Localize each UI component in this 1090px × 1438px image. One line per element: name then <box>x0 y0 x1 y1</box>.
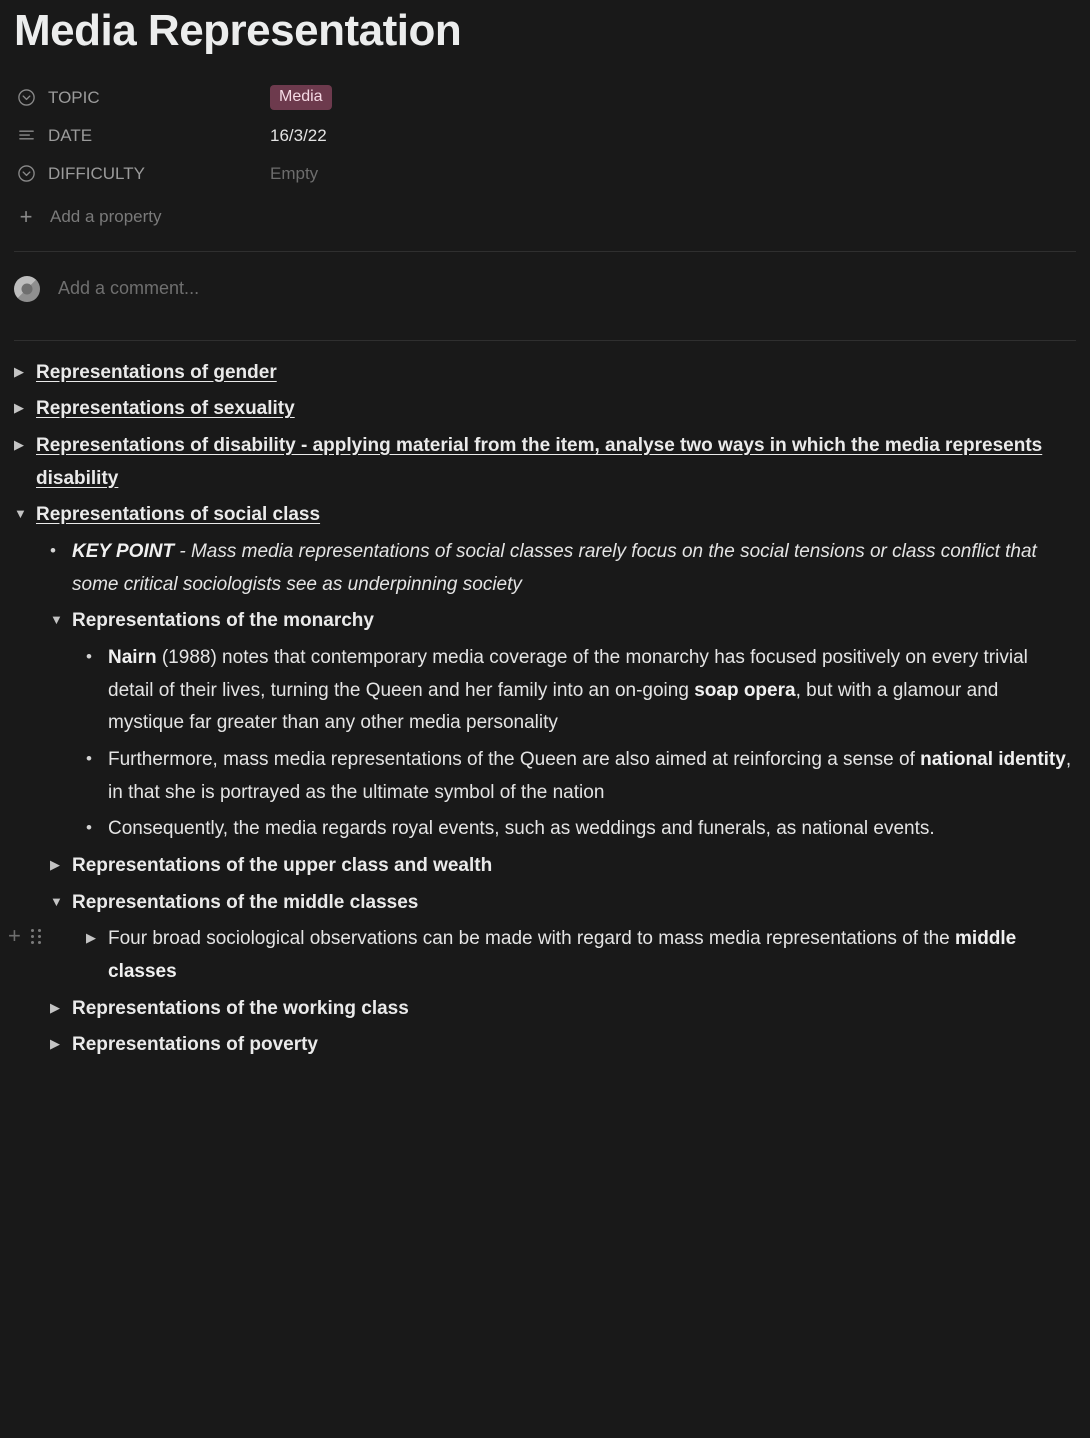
add-property-label: Add a property <box>50 206 162 226</box>
list-item-text: Furthermore, mass media representations of the Queen are also aimed at reinforcing a sense of national identity, in that she is portrayed as the ultimate symbol of the nation <box>108 748 1072 803</box>
comment-input[interactable]: Add a comment... <box>58 278 200 299</box>
bullet-icon <box>86 744 108 774</box>
avatar <box>14 276 40 302</box>
toggle-label[interactable]: Representations of poverty <box>72 1034 318 1056</box>
toggle-representations-of-social-class[interactable] <box>14 497 1076 534</box>
property-row-difficulty[interactable] <box>14 155 1076 193</box>
chevron-right-icon[interactable] <box>50 1029 72 1059</box>
add-property-button[interactable] <box>14 197 1076 237</box>
text-icon <box>14 124 38 148</box>
bullet-icon <box>86 813 108 843</box>
chevron-down-icon[interactable] <box>50 887 72 917</box>
toggle-label[interactable]: Representations of the middle classes <box>72 891 419 913</box>
chevron-right-icon[interactable] <box>14 393 36 423</box>
list-item[interactable] <box>86 811 1076 848</box>
property-name-topic: TOPIC <box>48 87 100 107</box>
property-value-date[interactable]: 16/3/22 <box>270 125 327 145</box>
toggle-label[interactable]: Representations of the working class <box>72 997 409 1019</box>
property-value-difficulty[interactable]: Empty <box>270 163 319 183</box>
property-label-difficulty[interactable] <box>14 162 270 186</box>
bullet-icon <box>50 536 72 566</box>
property-label-topic[interactable] <box>14 86 270 110</box>
comment-row[interactable] <box>14 252 1076 326</box>
toggle-representations-of-the-monarchy[interactable] <box>50 603 1076 640</box>
toggle-representations-of-poverty[interactable] <box>50 1027 1076 1064</box>
property-row-date[interactable] <box>14 117 1076 155</box>
property-label-date[interactable] <box>14 124 270 148</box>
property-row-topic[interactable] <box>14 79 1076 117</box>
toggle-label[interactable]: Representations of sexuality <box>36 398 295 420</box>
chevron-down-icon[interactable] <box>50 605 72 635</box>
monarchy-children <box>86 640 1076 848</box>
list-item[interactable] <box>86 742 1076 811</box>
list-item-text: Consequently, the media regards royal events, such as weddings and funerals, as national events. <box>108 818 935 840</box>
chevron-right-icon[interactable] <box>14 357 36 387</box>
toggle-label[interactable]: Representations of gender <box>36 361 277 383</box>
property-value-topic[interactable] <box>270 85 332 110</box>
property-name-difficulty: DIFFICULTY <box>48 163 145 183</box>
toggle-representations-of-sexuality[interactable] <box>14 391 1076 428</box>
toggle-representations-of-gender[interactable] <box>14 355 1076 392</box>
key-point-prefix: KEY POINT <box>72 540 175 562</box>
row-handles[interactable] <box>8 925 42 947</box>
social-class-children <box>8 534 1076 1064</box>
chevron-right-icon[interactable] <box>50 993 72 1023</box>
add-block-icon[interactable]: + <box>8 923 21 949</box>
toggle-label[interactable]: Representations of social class <box>36 504 321 526</box>
chevron-right-icon[interactable] <box>14 430 36 460</box>
list-item[interactable] <box>86 640 1076 742</box>
select-icon <box>14 162 38 186</box>
chevron-down-icon[interactable] <box>14 499 36 529</box>
toggle-label[interactable]: Representations of disability - applying material from the item, analyse two ways in which the media represents disability <box>36 434 1043 489</box>
toggle-label[interactable]: Representations of the upper class and wealth <box>72 855 493 876</box>
select-icon <box>14 86 38 110</box>
toggle-representations-of-the-upper-class[interactable] <box>50 848 1076 885</box>
bullet-icon <box>86 642 108 672</box>
chevron-right-icon[interactable] <box>86 923 108 953</box>
page-properties <box>14 79 1076 237</box>
toggle-four-broad-observations[interactable] <box>8 921 1076 990</box>
key-point-text[interactable] <box>72 536 1076 601</box>
middle-classes-children <box>8 921 1076 990</box>
toggle-representations-of-disability[interactable] <box>14 428 1076 497</box>
toggle-representations-of-the-working-class[interactable] <box>50 991 1076 1028</box>
key-point-body: - Mass media representations of social classes rarely focus on the social tensions or class conflict that some critical sociologists see as underpinning society <box>72 540 1037 595</box>
toggle-label[interactable]: Representations of the monarchy <box>72 610 374 632</box>
status-badge[interactable]: Media <box>270 85 332 110</box>
property-name-date: DATE <box>48 125 93 145</box>
toggle-label[interactable]: Four broad sociological observations can be made with regard to mass media representations of the middle classes <box>108 928 1017 983</box>
page-content <box>8 341 1076 1064</box>
drag-handle-icon[interactable] <box>31 928 42 944</box>
page-title[interactable]: Media Representation <box>14 6 462 55</box>
chevron-right-icon[interactable] <box>50 850 72 880</box>
list-item-text: Nairn (1988) notes that contemporary media coverage of the monarchy has focused positively on every trivial detail of their lives, turning the Queen and her family into an on-going soap opera, but with a glamour and mystique far greater than any other media personality <box>108 646 1028 734</box>
toggle-representations-of-the-middle-classes[interactable] <box>50 885 1076 922</box>
plus-icon: + <box>19 203 33 229</box>
list-item-key-point[interactable] <box>50 534 1076 603</box>
